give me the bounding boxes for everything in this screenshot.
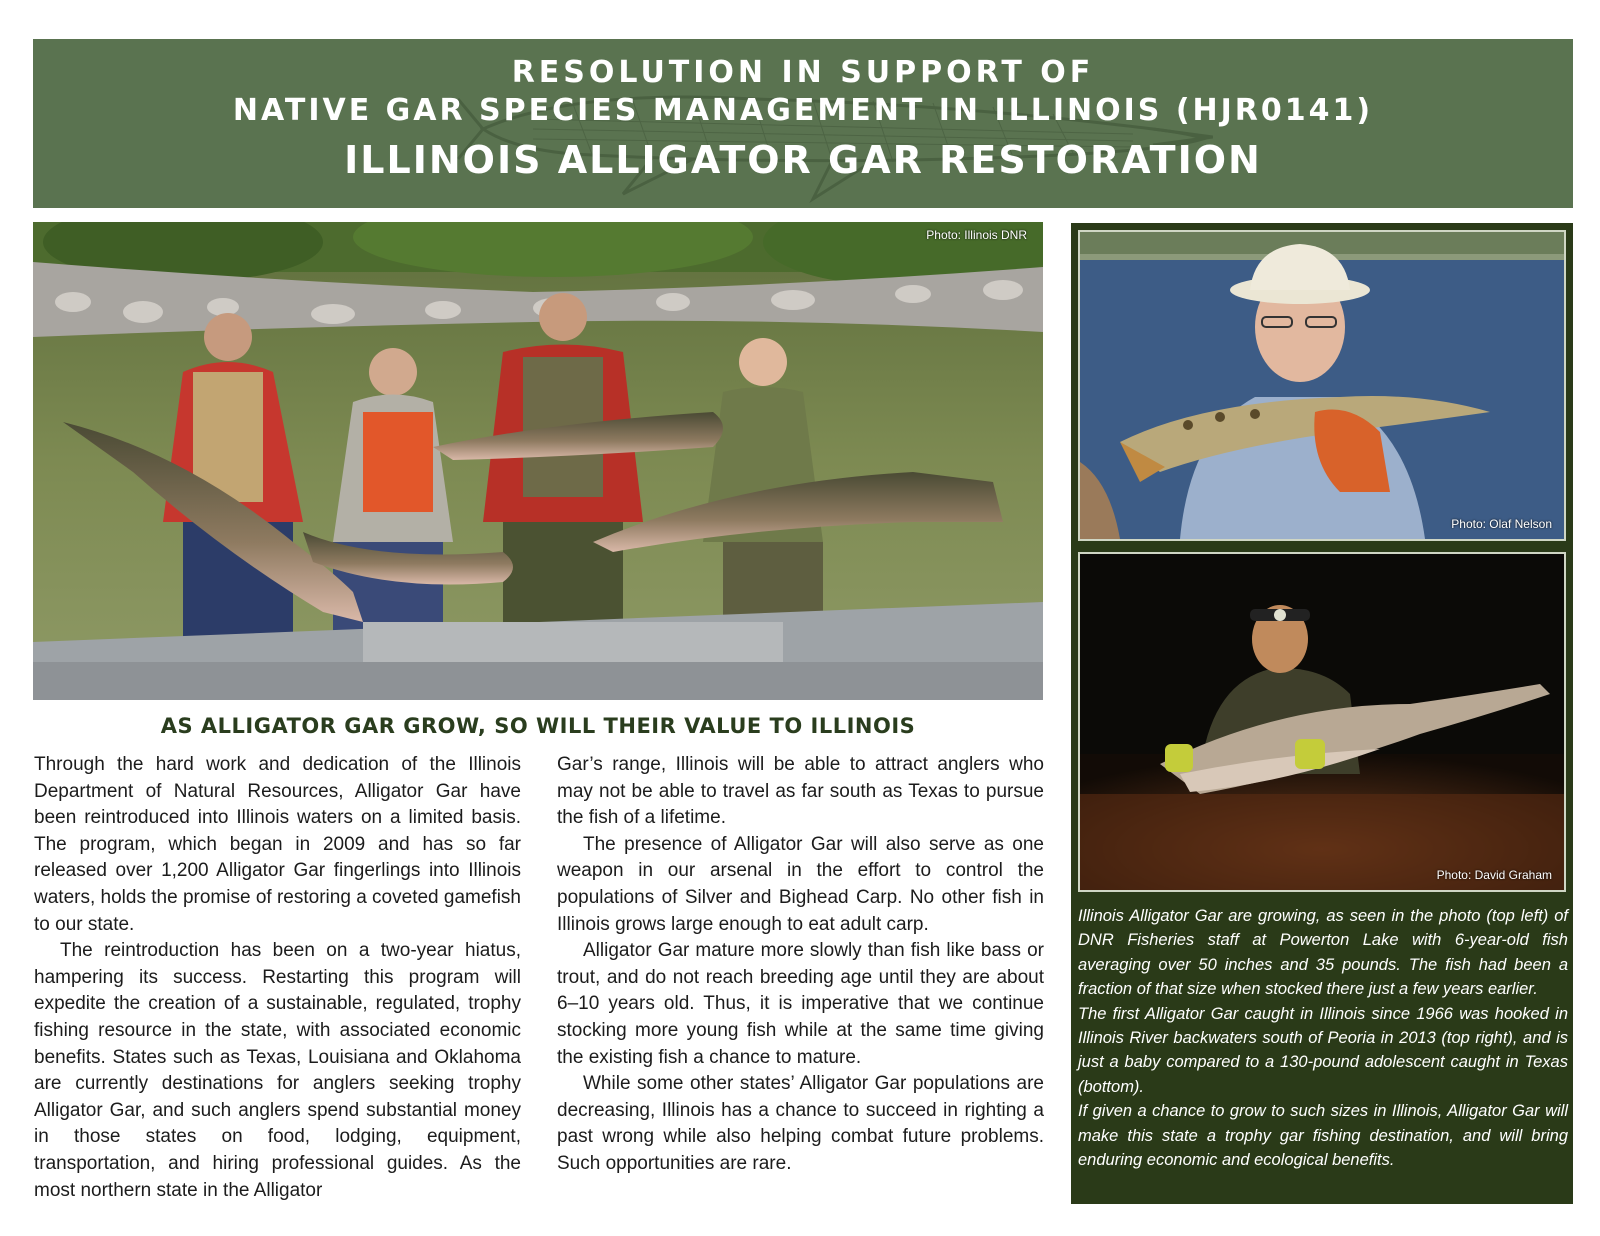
photo-credit-dnr: Photo: Illinois DNR [926,228,1027,242]
resolution-title-line-1: RESOLUTION IN SUPPORT OF [511,55,1095,90]
article-column-1 [34,752,521,1204]
photo-credit-graham: Photo: David Graham [1436,868,1552,882]
caption-paragraph: Illinois Alligator Gar are growing, as seen in the photo (top left) of DNR Fisheries staff at Powerton Lake with 6-year-old fish averaging over 50 inches and 35 pounds. The fish had been a fraction of that size when stocked there just a few years earlier. [1078,907,1568,999]
resolution-title-line-2: NATIVE GAR SPECIES MANAGEMENT IN ILLINOIS (HJR0141) [232,93,1374,128]
article-paragraph: The presence of Alligator Gar will also serve as one weapon in our arsenal in the effort to control the populations of Silver and Bighead Carp. No other fish in Illinois grows large enough to eat adult carp. [557,833,1044,935]
article-paragraph: Through the hard work and dedication of the Illinois Department of Natural Resources, Alligator Gar have been reintroduced into Illinois waters on a limited basis. The program, which began in 2009 and has so far released over 1,200 Alligator Gar fingerlings into Illinois waters, holds the promise of restoring a coveted gamefish to our state. [34,754,521,935]
night-gar-photo-image [1080,554,1564,890]
article-subhead: AS ALLIGATOR GAR GROW, SO WILL THEIR VALUE TO ILLINOIS [160,714,916,738]
caption-paragraph: If given a chance to grow to such sizes in Illinois, Alligator Gar will make this state a trophy gar fishing destination, and will bring enduring economic and ecological benefits. [1078,1102,1568,1170]
night-gar-photo [1078,552,1566,892]
title-banner [33,39,1573,208]
photo-credit-olaf: Photo: Olaf Nelson [1451,517,1552,531]
article-paragraph: While some other states’ Alligator Gar populations are decreasing, Illinois has a chance to succeed in righting a past wrong while also helping combat future problems. Such opportunities are rare. [557,1073,1044,1174]
caption-paragraph: The first Alligator Gar caught in Illinois since 1966 was hooked in Illinois River backwaters south of Peoria in 2013 (top right), and is just a baby compared to a 130-pound adolescent caught in Texas (bottom). [1078,1004,1568,1096]
angler-olaf-photo-image [1080,232,1564,539]
page-title: ILLINOIS ALLIGATOR GAR RESTORATION [344,138,1262,182]
article-column-2 [557,752,1044,1178]
angler-olaf-photo [1078,230,1566,541]
sidebar-caption [1078,904,1568,1172]
article-paragraph: Alligator Gar mature more slowly than fish like bass or trout, and do not reach breeding age until they are about 6–10 years old. Thus, it is imperative that we continue stocking more young fish while at the same time giving the existing fish a chance to mature. [557,940,1044,1068]
article-paragraph: Gar’s range, Illinois will be able to attract anglers who may not be able to travel as far south as Texas to pursue the fish of a lifetime. [557,754,1044,829]
dnr-staff-photo-image [33,222,1043,700]
article-paragraph: The reintroduction has been on a two-year hiatus, hampering its success. Restarting this program will expedite the creation of a sustainable, regulated, trophy fishing resource in the state, with associated economic benefits. States such as Texas, Louisiana and Oklahoma are currently destinations for anglers seeking trophy Alligator Gar, and such anglers spend substantial money in those states on food, lodging, equipment, transportation, and hiring professional guides. As the most northern state in the Alligator [34,940,521,1201]
dnr-staff-photo [33,222,1043,700]
